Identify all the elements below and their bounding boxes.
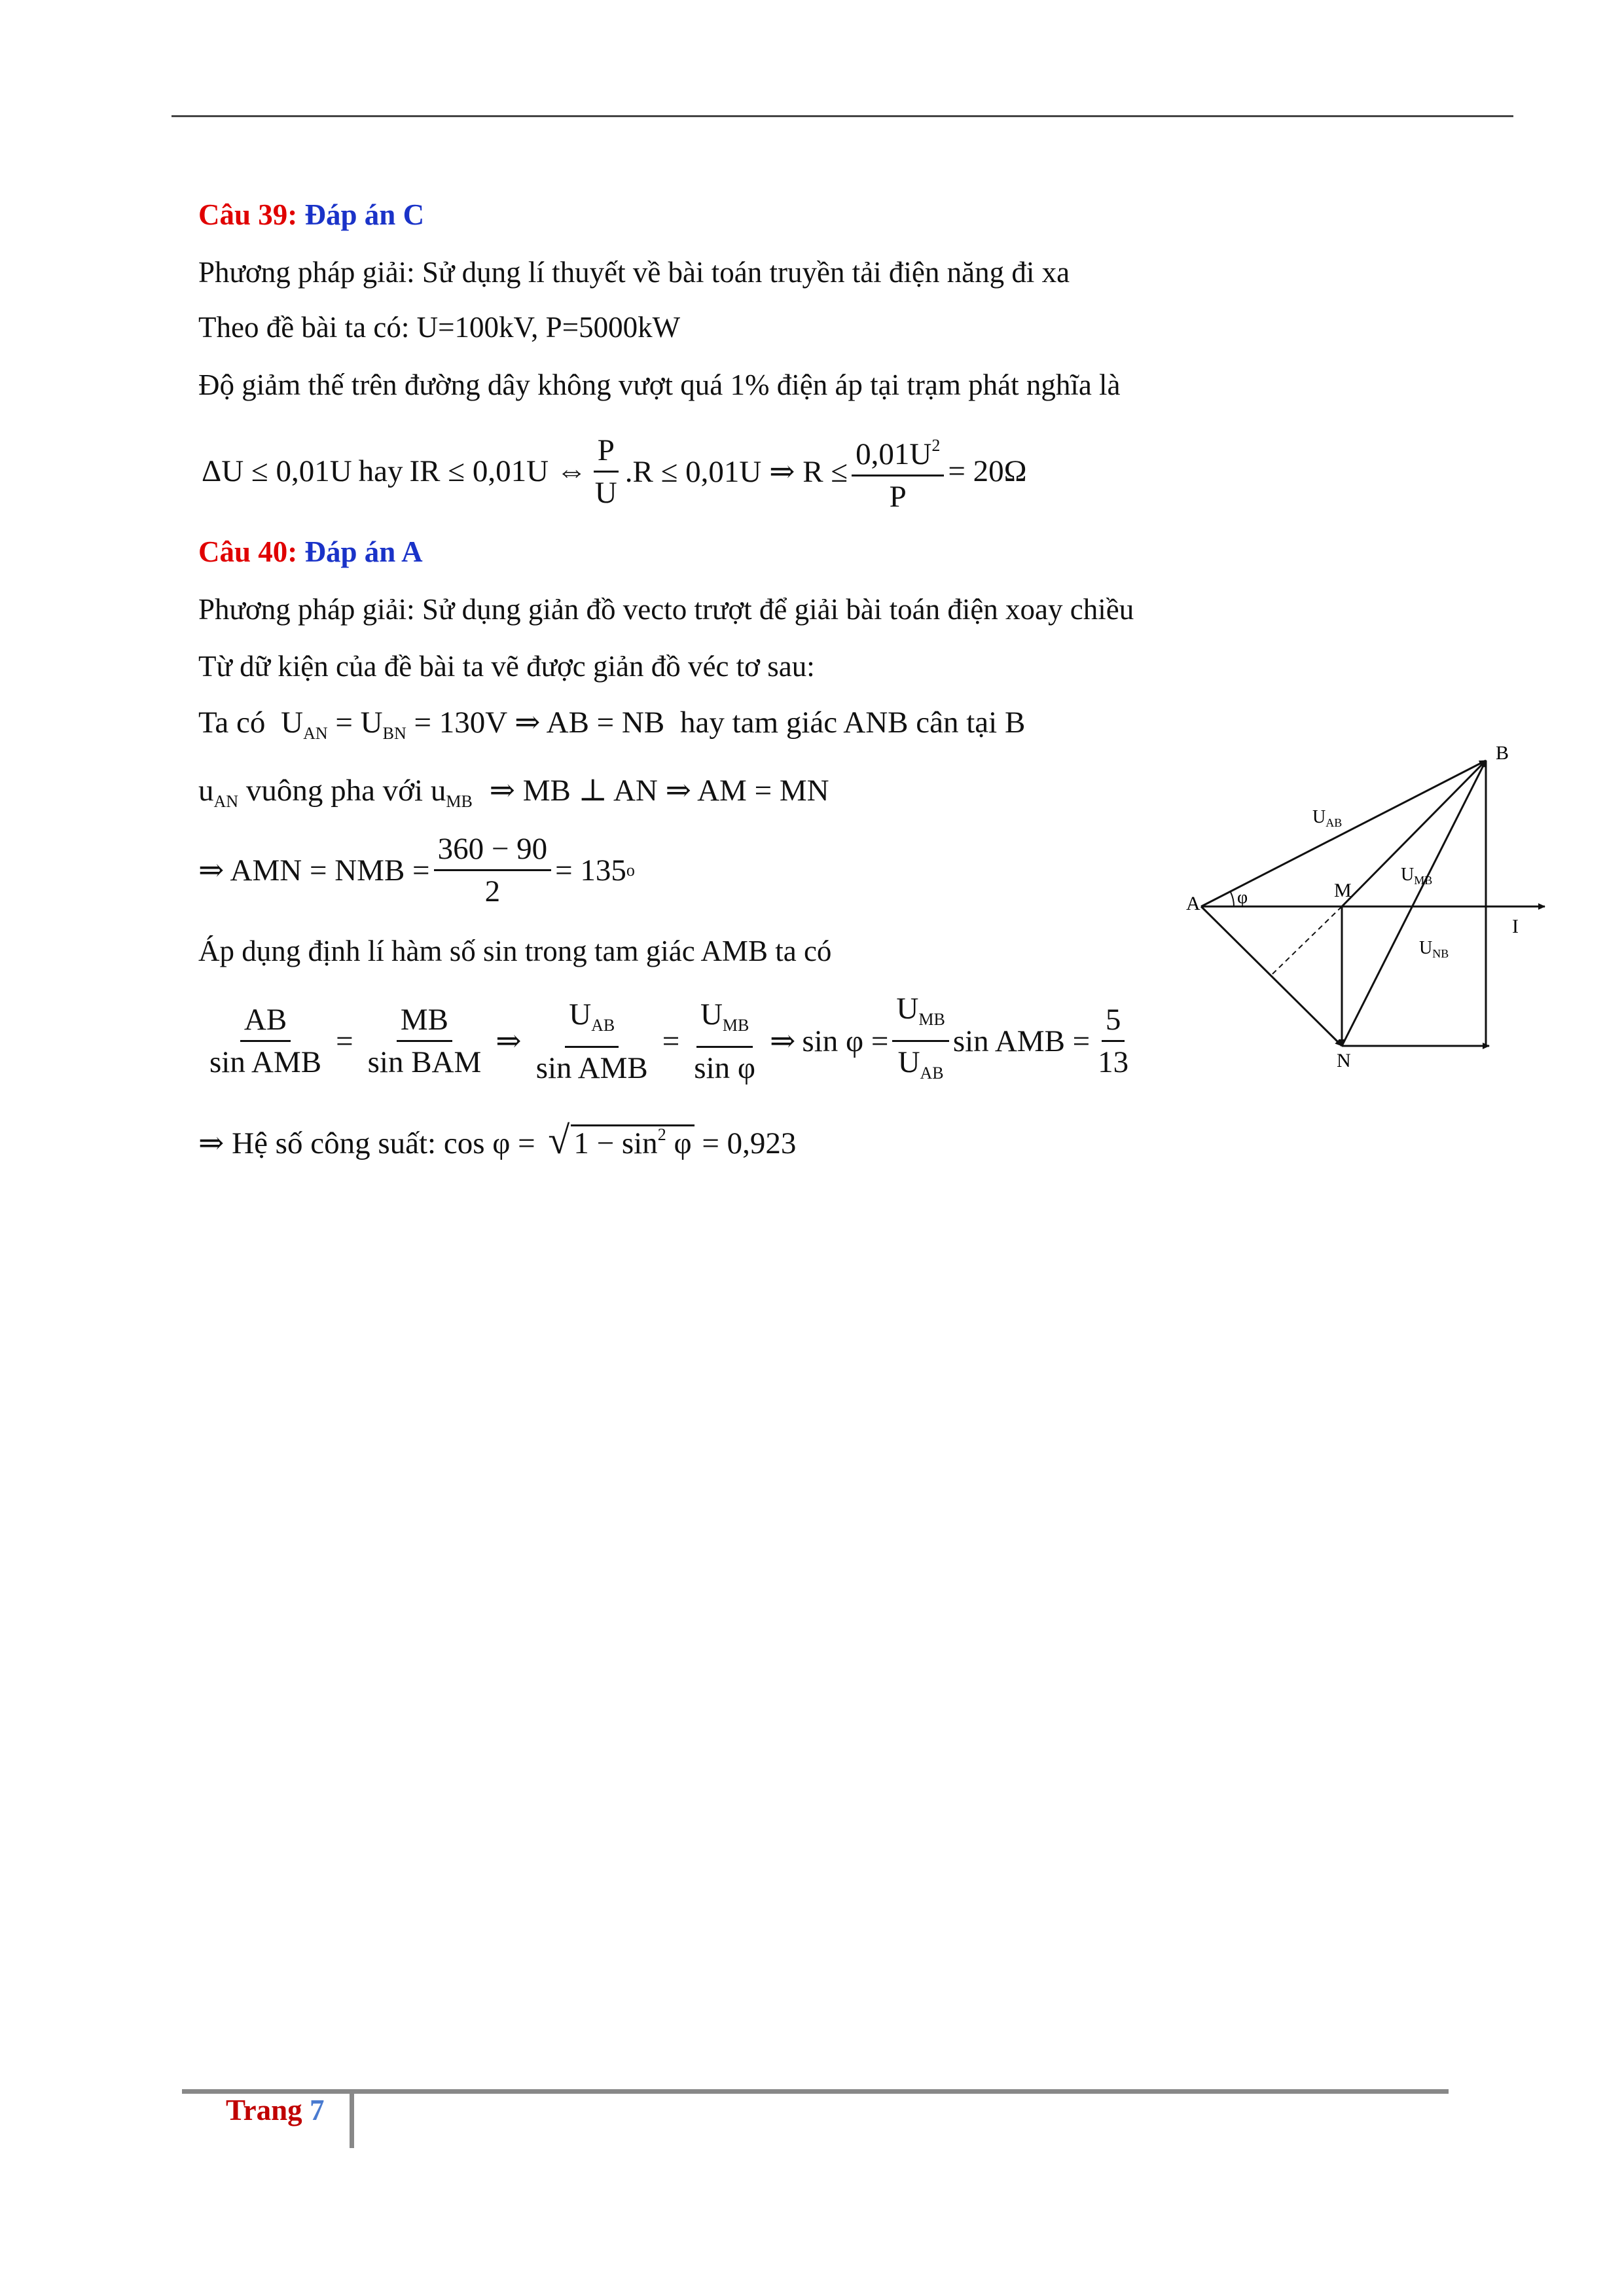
q40-intro: Từ dữ kiện của đề bài ta vẽ được giản đồ véc tơ sau: [198,650,815,683]
q40-line2: $u_{AN}$ vuông pha với $u_{MB}$ ⇒ MB ⊥ AN ⇒ AM = MN [198,774,829,811]
vector-unb [1342,761,1486,1046]
q39-heading [198,196,424,233]
q39-formula-part: ΔU ≤ 0,01U [202,454,352,488]
label-a: A [1186,893,1200,914]
q40-sine-law: $\frac{AB}{\text{sin AMB}}$ = $\frac{MB}{\text{sin BAM}}$ ⇒ $\frac{U_{AB}}{\text{sin AMB}}$ = $\frac{U_{MB}}{\text{sin φ}}$ ⇒ sin φ = $\frac{U_{MB}}{U_{AB}}$ sin AMB = $\frac{5}{13}$ [202,990,1136,1092]
q39-formula-part: IR ≤ 0,01U ⇔ [409,454,587,488]
label-unb: $U_{NB}$ [1419,938,1449,960]
q39-formula [202,427,1027,516]
q39-formula-part: .R ≤ 0,01U ⇒ R ≤ [624,454,848,489]
dashed-projection [1270,906,1342,977]
vector-diagram [1185,733,1551,1073]
q39-statement: Độ giảm thế trên đường dây không vượt quá 1% điện áp tại trạm phát nghĩa là [198,368,1121,401]
q40-method: Phương pháp giải: Sử dụng giản đồ vecto trượt để giải bài toán điện xoay chiều [198,593,1134,626]
q39-number: Câu 39: [198,198,298,231]
q40-line3: ⇒ AMN = NMB = $\frac{360 - 90}{2}$ = 135 o [198,830,635,910]
fraction-p-over-u: $\frac{P}{U}$ [591,431,621,512]
q40-number: Câu 40: [198,535,298,568]
q40-power-factor: ⇒ Hệ số công suất: cos φ = √ $1 - \sin^2 \varphi = 0,923$ [198,1119,797,1162]
q40-line1: Ta có $U_{AN} = U_{BN} = 130V$ ⇒ AB = NB hay tam giác ANB cân tại B [198,706,1026,743]
label-m: M [1334,880,1352,901]
q39-formula-hay: hay [358,454,403,488]
label-umb: $U_{MB}$ [1401,865,1433,887]
footer-divider [350,2089,354,2148]
q39-given: Theo đề bài ta có: U=100kV, P=5000kW [198,311,681,344]
label-uab: $U_{AB}$ [1312,807,1343,829]
page-number: Trang 7 [226,2094,325,2126]
q40-sine-law-intro: Áp dụng định lí hàm số sin trong tam giác AMB ta có [198,935,832,967]
phi-arc [1231,892,1234,906]
label-n: N [1337,1050,1351,1071]
q40-answer: Đáp án A [304,535,423,568]
label-b: B [1496,742,1509,764]
fraction-angle: $\frac{360 - 90}{2}$ [434,830,552,910]
header-rule [171,115,1513,117]
label-i: I [1512,916,1519,937]
label-phi: φ [1237,888,1248,908]
q39-method: Phương pháp giải: Sử dụng lí thuyết về bài toán truyền tải điện năng đi xa [198,256,1070,289]
q39-formula-result: = 20Ω [948,454,1027,488]
footer-rule [182,2089,1449,2094]
q39-answer: Đáp án C [304,198,425,231]
q40-heading [198,533,423,570]
fraction-r-limit: $\frac{0,01U^2}{P}$ [852,427,944,516]
